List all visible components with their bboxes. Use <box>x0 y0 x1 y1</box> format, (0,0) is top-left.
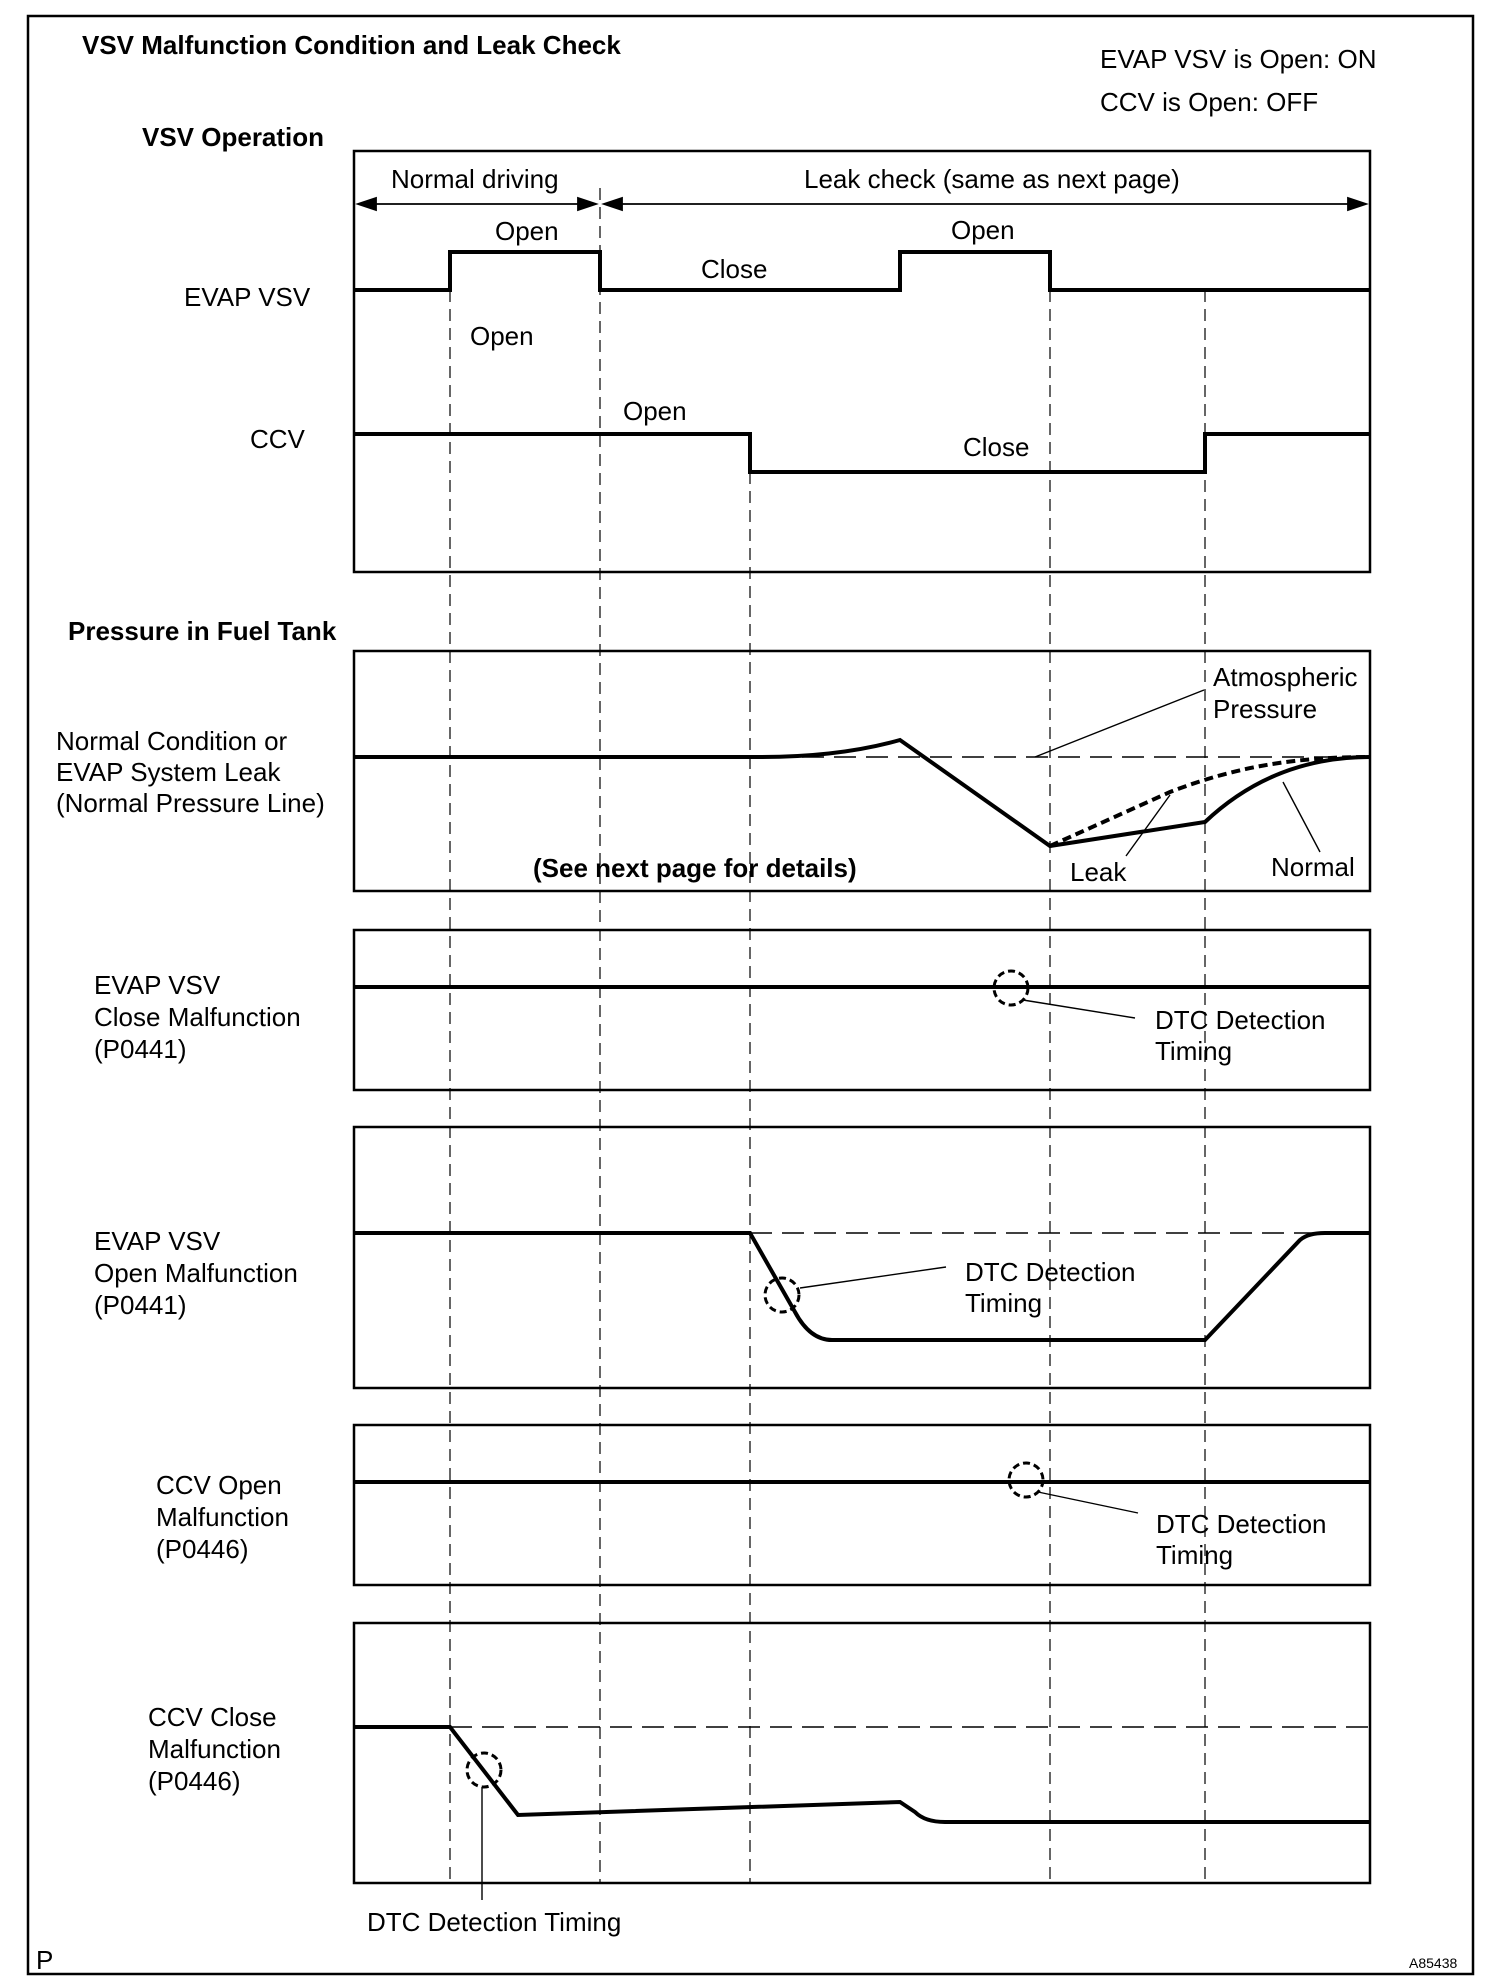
evap-open-label-2: Open <box>951 215 1015 245</box>
evap-close-mal-line3: (P0441) <box>94 1034 187 1064</box>
evap-close-dtc-line1: DTC Detection <box>1155 1005 1326 1035</box>
evap-open-label-3: Open <box>470 321 534 351</box>
evap-close-dtc-leader <box>1023 1000 1135 1018</box>
phase-leak-check: Leak check (same as next page) <box>804 164 1180 194</box>
vsv-operation-panel <box>354 151 1370 572</box>
evap-close-dtc-line2: Timing <box>1155 1036 1233 1066</box>
evap-open-mal-line2: Open Malfunction <box>94 1258 298 1288</box>
ccv-label: CCV <box>250 424 305 454</box>
evap-close-mal-line2: Close Malfunction <box>94 1002 301 1032</box>
evap-vsv-open-panel <box>354 1127 1370 1388</box>
ccv-close-mal-line3: (P0446) <box>148 1766 241 1796</box>
normal-label: Normal <box>1271 852 1355 882</box>
phase-normal-driving: Normal driving <box>391 164 559 194</box>
timing-guide-lines <box>450 188 1205 1883</box>
evap-open-dtc-marker <box>765 1278 799 1312</box>
evap-vsv-waveform <box>354 252 1370 290</box>
evap-vsv-label: EVAP VSV <box>184 282 311 312</box>
evap-open-mal-line1: EVAP VSV <box>94 1226 221 1256</box>
diagram-title: VSV Malfunction Condition and Leak Check <box>82 30 621 60</box>
evap-open-mal-line3: (P0441) <box>94 1290 187 1320</box>
evap-open-dtc-line2: Timing <box>965 1288 1043 1318</box>
legend-evap-vsv: EVAP VSV is Open: ON <box>1100 44 1377 74</box>
ccv-open-dtc-leader <box>1038 1492 1138 1513</box>
phase-arrows <box>358 198 1366 210</box>
ccv-close-label: Close <box>963 432 1030 462</box>
pressure-condition-line1: Normal Condition or <box>56 726 288 756</box>
evap-open-signal <box>354 1233 1370 1340</box>
ccv-close-mal-line1: CCV Close <box>148 1702 277 1732</box>
footer-left-mark: P <box>36 1945 54 1975</box>
leak-leader <box>1126 795 1170 856</box>
ccv-close-dtc-label: DTC Detection Timing <box>367 1907 622 1937</box>
ccv-open-mal-line3: (P0446) <box>156 1534 249 1564</box>
atmospheric-label-2: Pressure <box>1213 694 1318 724</box>
atmospheric-label-1: Atmospheric <box>1213 662 1358 692</box>
pressure-heading: Pressure in Fuel Tank <box>68 616 337 646</box>
ccv-close-mal-line2: Malfunction <box>148 1734 281 1764</box>
ccv-close-panel <box>354 1623 1370 1883</box>
evap-close-label: Close <box>701 254 768 284</box>
evap-close-mal-line1: EVAP VSV <box>94 970 221 1000</box>
ccv-open-mal-line1: CCV Open <box>156 1470 282 1500</box>
ccv-open-label: Open <box>623 396 687 426</box>
pressure-condition-line2: EVAP System Leak <box>56 757 281 787</box>
ccv-waveform <box>354 434 1370 472</box>
leak-pressure-curve <box>1050 757 1370 846</box>
vsv-operation-heading: VSV Operation <box>142 122 325 152</box>
atmospheric-leader <box>1035 690 1204 757</box>
ccv-open-mal-line2: Malfunction <box>156 1502 289 1532</box>
normal-leader <box>1283 782 1320 852</box>
figure-id: A85438 <box>1409 1955 1458 1971</box>
ccv-open-dtc-line2: Timing <box>1156 1540 1234 1570</box>
evap-open-label-1: Open <box>495 216 559 246</box>
leak-label: Leak <box>1070 857 1127 887</box>
ccv-close-signal <box>354 1727 1370 1822</box>
see-next-page-note: (See next page for details) <box>533 853 857 883</box>
evap-open-dtc-line1: DTC Detection <box>965 1257 1136 1287</box>
ccv-open-dtc-line1: DTC Detection <box>1156 1509 1327 1539</box>
pressure-condition-line3: (Normal Pressure Line) <box>56 788 325 818</box>
legend-ccv: CCV is Open: OFF <box>1100 87 1319 117</box>
evap-open-dtc-leader <box>800 1267 946 1288</box>
normal-pressure-curve <box>354 740 1370 846</box>
